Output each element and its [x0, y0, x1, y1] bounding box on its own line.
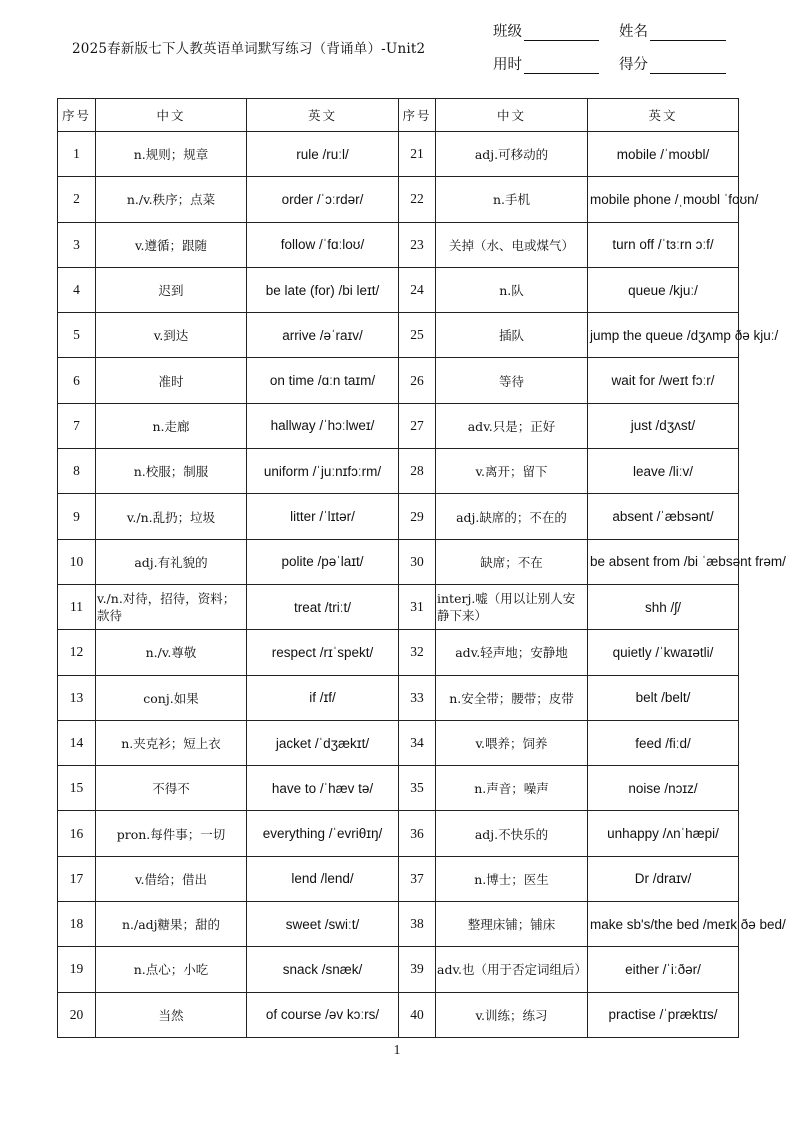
row-number-right: 35	[399, 766, 436, 811]
chinese-meaning-right: adj.可移动的	[436, 132, 588, 177]
chinese-meaning-left: 准时	[96, 358, 247, 403]
chinese-meaning-left: adj.有礼貌的	[96, 539, 247, 584]
row-number-left: 11	[58, 584, 96, 629]
english-word-left: snack /snæk/	[247, 947, 399, 992]
english-word-left: arrive /əˈraɪv/	[247, 313, 399, 358]
chinese-meaning-right: n.安全带；腰带；皮带	[436, 675, 588, 720]
row-number-left: 13	[58, 675, 96, 720]
row-number-left: 6	[58, 358, 96, 403]
english-word-right: Dr /draɪv/	[588, 856, 739, 901]
english-word-right: absent /ˈæbsənt/	[588, 494, 739, 539]
score-label: 得分	[619, 57, 648, 73]
row-number-right: 25	[399, 313, 436, 358]
header-number-right: 序号	[399, 99, 436, 132]
english-word-right: just /dʒʌst/	[588, 403, 739, 448]
header-chinese-right: 中文	[436, 99, 588, 132]
chinese-meaning-right: v.离开；留下	[436, 449, 588, 494]
chinese-meaning-left: 当然	[96, 992, 247, 1037]
english-word-left: respect /rɪˈspekt/	[247, 630, 399, 675]
row-number-left: 10	[58, 539, 96, 584]
row-number-left: 20	[58, 992, 96, 1037]
row-number-left: 17	[58, 856, 96, 901]
class-label: 班级	[493, 24, 522, 40]
table-row	[58, 675, 739, 720]
english-word-left: sweet /swiːt/	[247, 902, 399, 947]
row-number-right: 21	[399, 132, 436, 177]
row-number-left: 5	[58, 313, 96, 358]
row-number-left: 19	[58, 947, 96, 992]
english-word-right: shh /ʃ/	[588, 584, 739, 629]
chinese-meaning-right: n.声音；噪声	[436, 766, 588, 811]
row-number-left: 1	[58, 132, 96, 177]
english-word-right: queue /kjuː/	[588, 267, 739, 312]
chinese-meaning-left: n.规则；规章	[96, 132, 247, 177]
row-number-left: 18	[58, 902, 96, 947]
page-number: 1	[393, 1042, 401, 1057]
row-number-left: 7	[58, 403, 96, 448]
chinese-meaning-right: adj.不快乐的	[436, 811, 588, 856]
english-word-right: jump the queue /dʒʌmp ðə kjuː/	[588, 313, 739, 358]
row-number-left: 8	[58, 449, 96, 494]
english-word-left: follow /ˈfɑːloʊ/	[247, 222, 399, 267]
row-number-right: 22	[399, 177, 436, 222]
english-word-right: belt /belt/	[588, 675, 739, 720]
row-number-left: 4	[58, 267, 96, 312]
chinese-meaning-left: v.到达	[96, 313, 247, 358]
chinese-meaning-left: n./v.秩序；点菜	[96, 177, 247, 222]
row-number-right: 23	[399, 222, 436, 267]
table-row	[58, 992, 739, 1037]
english-word-left: everything /ˈevriθɪŋ/	[247, 811, 399, 856]
chinese-meaning-right: interj.嘘（用以让别人安静下来）	[436, 584, 588, 629]
row-number-left: 9	[58, 494, 96, 539]
table-row	[58, 902, 739, 947]
chinese-meaning-right: adv.轻声地；安静地	[436, 630, 588, 675]
english-word-right: either /ˈiːðər/	[588, 947, 739, 992]
english-word-left: treat /triːt/	[247, 584, 399, 629]
row-number-left: 3	[58, 222, 96, 267]
english-word-right: quietly /ˈkwaɪətli/	[588, 630, 739, 675]
chinese-meaning-right: adv.也（用于否定词组后）	[436, 947, 588, 992]
table-row	[58, 358, 739, 403]
row-number-right: 33	[399, 675, 436, 720]
chinese-meaning-left: v./n.对待，招待，资料；款待	[96, 584, 247, 629]
english-word-right: feed /fiːd/	[588, 720, 739, 765]
english-word-left: jacket /ˈdʒækɪt/	[247, 720, 399, 765]
header-chinese-left: 中文	[96, 99, 247, 132]
chinese-meaning-right: n.博士；医生	[436, 856, 588, 901]
english-word-left: have to /ˈhæv tə/	[247, 766, 399, 811]
row-number-right: 39	[399, 947, 436, 992]
table-row	[58, 856, 739, 901]
header-english-left: 英文	[247, 99, 399, 132]
english-word-right: leave /liːv/	[588, 449, 739, 494]
name-label: 姓名	[619, 24, 648, 40]
chinese-meaning-left: n.夹克衫；短上衣	[96, 720, 247, 765]
name-field[interactable]	[619, 20, 726, 41]
header-number-left: 序号	[58, 99, 96, 132]
table-row	[58, 720, 739, 765]
chinese-meaning-right: adj.缺席的；不在的	[436, 494, 588, 539]
english-word-left: lend /lend/	[247, 856, 399, 901]
english-word-right: practise /ˈpræktɪs/	[588, 992, 739, 1037]
english-word-left: hallway /ˈhɔːlweɪ/	[247, 403, 399, 448]
table-row	[58, 177, 739, 222]
row-number-right: 36	[399, 811, 436, 856]
chinese-meaning-left: n.校服；制服	[96, 449, 247, 494]
chinese-meaning-left: v.遵循；跟随	[96, 222, 247, 267]
row-number-right: 37	[399, 856, 436, 901]
table-row	[58, 811, 739, 856]
english-word-right: noise /nɔɪz/	[588, 766, 739, 811]
row-number-right: 27	[399, 403, 436, 448]
document-title: 2025春新版七下人教英语单词默写练习（背诵单）-Unit2	[72, 41, 426, 57]
english-word-left: if /ɪf/	[247, 675, 399, 720]
english-word-left: polite /pəˈlaɪt/	[247, 539, 399, 584]
english-word-right: mobile /ˈmoʊbl/	[588, 132, 739, 177]
row-number-left: 16	[58, 811, 96, 856]
score-blank[interactable]	[650, 59, 726, 74]
row-number-left: 14	[58, 720, 96, 765]
row-number-left: 15	[58, 766, 96, 811]
chinese-meaning-left: n./v.尊敬	[96, 630, 247, 675]
table-body	[58, 132, 786, 1038]
chinese-meaning-right: 缺席；不在	[436, 539, 588, 584]
table-row	[58, 403, 739, 448]
time-label: 用时	[493, 57, 522, 73]
english-word-left: be late (for) /bi leɪt/	[247, 267, 399, 312]
time-blank[interactable]	[524, 59, 599, 74]
chinese-meaning-left: 迟到	[96, 267, 247, 312]
chinese-meaning-left: v./n.乱扔；垃圾	[96, 494, 247, 539]
row-number-right: 28	[399, 449, 436, 494]
chinese-meaning-right: v.喂养；饲养	[436, 720, 588, 765]
english-word-right: wait for /weɪt fɔːr/	[588, 358, 739, 403]
english-word-left: uniform /ˈjuːnɪfɔːrm/	[247, 449, 399, 494]
row-number-right: 29	[399, 494, 436, 539]
chinese-meaning-left: 不得不	[96, 766, 247, 811]
chinese-meaning-right: 插队	[436, 313, 588, 358]
row-number-left: 2	[58, 177, 96, 222]
chinese-meaning-left: pron.每件事；一切	[96, 811, 247, 856]
row-number-left: 12	[58, 630, 96, 675]
row-number-right: 40	[399, 992, 436, 1037]
vocabulary-table	[57, 98, 786, 1038]
row-number-right: 31	[399, 584, 436, 629]
name-blank[interactable]	[650, 26, 726, 41]
chinese-meaning-right: 关掉（水、电或煤气）	[436, 222, 588, 267]
chinese-meaning-right: 整理床铺；铺床	[436, 902, 588, 947]
chinese-meaning-left: n./adj糖果；甜的	[96, 902, 247, 947]
row-number-right: 24	[399, 267, 436, 312]
english-word-right: be absent from /bi ˈæbsənt frəm/	[588, 539, 739, 584]
table-row	[58, 584, 739, 629]
table-row	[58, 132, 739, 177]
chinese-meaning-left: n.点心；小吃	[96, 947, 247, 992]
chinese-meaning-right: n.队	[436, 267, 588, 312]
english-word-right: mobile phone /ˌmoʊbl ˈfoʊn/	[588, 177, 739, 222]
chinese-meaning-right: v.训练；练习	[436, 992, 588, 1037]
row-number-right: 26	[399, 358, 436, 403]
english-word-right: turn off /ˈtɜːrn ɔːf/	[588, 222, 739, 267]
row-number-right: 30	[399, 539, 436, 584]
chinese-meaning-right: adv.只是；正好	[436, 403, 588, 448]
english-word-left: litter /ˈlɪtər/	[247, 494, 399, 539]
table-row	[58, 947, 739, 992]
row-number-right: 38	[399, 902, 436, 947]
table-row	[58, 313, 739, 358]
table-row	[58, 766, 739, 811]
row-number-right: 34	[399, 720, 436, 765]
chinese-meaning-right: 等待	[436, 358, 588, 403]
class-field[interactable]	[493, 20, 599, 41]
time-field[interactable]	[493, 53, 599, 74]
english-word-right: make sb's/the bed /meɪk ðə bed/	[588, 902, 739, 947]
chinese-meaning-left: conj.如果	[96, 675, 247, 720]
class-blank[interactable]	[524, 26, 599, 41]
table-row	[58, 539, 739, 584]
score-field[interactable]	[619, 53, 726, 74]
english-word-left: rule /ruːl/	[247, 132, 399, 177]
header-english-right: 英文	[588, 99, 739, 132]
english-word-left: of course /əv kɔːrs/	[247, 992, 399, 1037]
table-row	[58, 267, 739, 312]
table-row	[58, 630, 739, 675]
english-word-right: unhappy /ʌnˈhæpi/	[588, 811, 739, 856]
chinese-meaning-left: v.借给；借出	[96, 856, 247, 901]
table-header-row	[58, 99, 739, 132]
table-row	[58, 494, 739, 539]
english-word-left: on time /ɑːn taɪm/	[247, 358, 399, 403]
chinese-meaning-left: n.走廊	[96, 403, 247, 448]
table-row	[58, 222, 739, 267]
chinese-meaning-right: n.手机	[436, 177, 588, 222]
table-row	[58, 449, 739, 494]
row-number-right: 32	[399, 630, 436, 675]
english-word-left: order /ˈɔːrdər/	[247, 177, 399, 222]
